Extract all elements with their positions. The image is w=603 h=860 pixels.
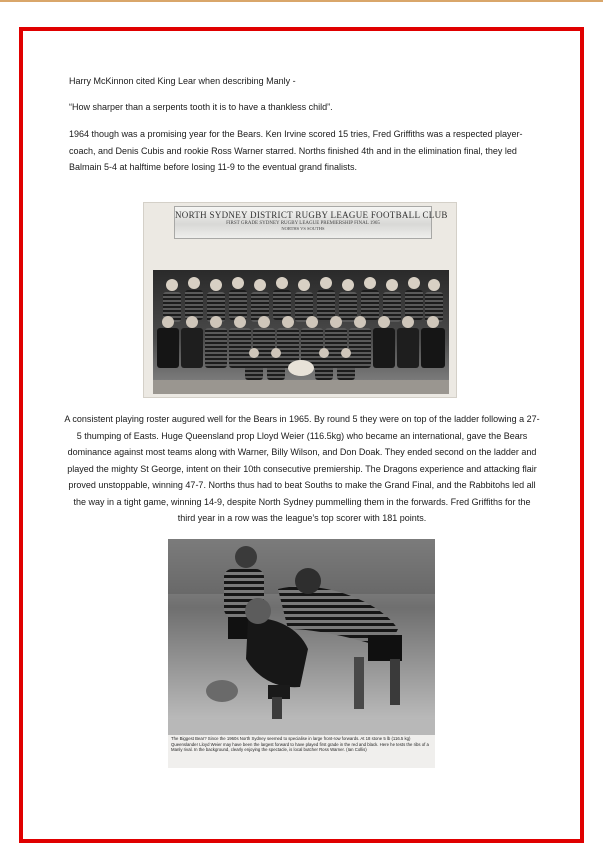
quote-paragraph: “How sharper than a serpents tooth it is to have a thankless child”. bbox=[69, 102, 333, 112]
action-photo-caption: The Biggest Bear? Since the 1960s North Sydney seemed to specialise in large front-row forwards. At 18 stone 5 lb (116.5 kg) Queenslander Lloyd Weier may have been the largest forward to have played first grade in the red and black. Here he tests the ribs of a Manly rival. In the background, clearly enjoying the spectacle, is local butcher Ross Warner. (Ian Collis) bbox=[171, 736, 429, 753]
intro-paragraph: Harry McKinnon cited King Lear when describing Manly - bbox=[69, 76, 296, 86]
plaque-subtitle: FIRST GRADE SYDNEY RUGBY LEAGUE PREMIERSHIP FINAL 1965 bbox=[226, 221, 380, 226]
team-photo bbox=[143, 202, 457, 398]
team-photo-plaque bbox=[174, 206, 448, 239]
plaque-title: NORTH SYDNEY DISTRICT RUGBY LEAGUE FOOTBALL CLUB bbox=[175, 210, 448, 220]
action-photo-image bbox=[168, 539, 435, 735]
season-1964-paragraph: 1964 though was a promising year for the Bears. Ken Irvine scored 15 tries, Fred Griffiths was a respected player-coach, and Denis Cubis and rookie Ross Warner starred. Norths finished 4th and in the elimination final, they led Balmain 5-4 at halftime before losing 11-9 to the eventual grand finalists. bbox=[69, 129, 523, 172]
top-rule bbox=[0, 0, 603, 2]
season-1965-paragraph: A consistent playing roster augured well for the Bears in 1965. By round 5 they were on top of the ladder following a 27-5 thumping of Easts. Huge Queensland prop Lloyd Weier (116.5kg) who became an international, gave the Bears dominance against most teams along with Warner, Billy Wilson, and Don Doak. They ended second on the ladder and played the mighty St George, intent on their 10th consecutive premiership. The Dragons experience and attacking flair proved unstoppable, winning 47-7. Norths thus had to beat Souths to make the Grand Final, and the Rabbitohs led all the way in a tight game, winning 14-9, despite North Sydney pummelling them in the forwards. Fred Griffiths for the third year in a row was the league’s top scorer with 181 points. bbox=[64, 414, 540, 523]
team-photo-image bbox=[153, 270, 449, 394]
plaque-line3: NORTHS VS SOUTHS bbox=[281, 226, 325, 231]
action-photo bbox=[168, 539, 435, 768]
